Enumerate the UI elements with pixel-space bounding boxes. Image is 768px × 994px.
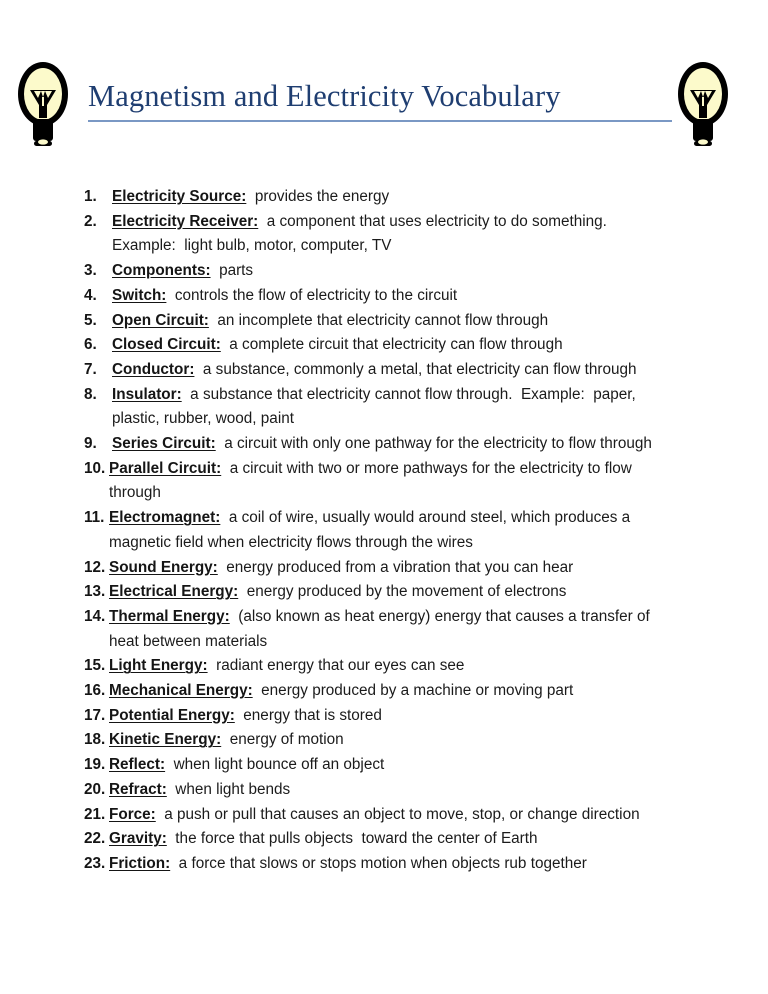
- list-item: [84, 556, 676, 581]
- list-item-number: 21.: [84, 805, 106, 823]
- list-item-body: [112, 185, 676, 210]
- vocabulary-term: Force:: [109, 805, 156, 823]
- list-item-body: [109, 778, 676, 803]
- list-item-number: 8.: [84, 385, 97, 403]
- vocabulary-term: Potential Energy:: [109, 706, 235, 724]
- list-item: [84, 333, 676, 358]
- list-item: [84, 704, 676, 729]
- list-item: [84, 728, 676, 753]
- vocabulary-definition: controls the flow of electricity to the circuit: [166, 286, 458, 304]
- vocabulary-definition: a substance that electricity cannot flow through. Example: paper, plastic, rubber, wood, paint: [112, 385, 640, 428]
- vocabulary-term: Conductor:: [112, 360, 195, 378]
- vocabulary-term: Closed Circuit:: [112, 336, 221, 354]
- lightbulb-icon: [677, 61, 729, 149]
- vocabulary-definition: a coil of wire, usually would around steel, which produces a magnetic field when electricity flows through the wires: [109, 509, 635, 551]
- list-item-number: 14.: [84, 607, 106, 625]
- list-item-number: 9.: [84, 435, 97, 453]
- list-item-number: 22.: [84, 830, 106, 848]
- list-item-body: [112, 259, 676, 284]
- list-item-body: [109, 827, 676, 852]
- vocabulary-term: Electromagnet:: [109, 509, 221, 527]
- list-item-body: [109, 654, 676, 679]
- list-item-body: [112, 210, 676, 259]
- list-item: [84, 432, 676, 457]
- vocabulary-definition: a circuit with only one pathway for the electricity to flow through: [215, 435, 652, 453]
- list-item-number: 4.: [84, 286, 97, 304]
- list-item: [84, 778, 676, 803]
- list-item-number: 1.: [84, 188, 97, 205]
- list-item-number: 10.: [84, 459, 106, 477]
- list-item-number: 12.: [84, 558, 106, 576]
- list-item: [84, 358, 676, 383]
- vocabulary-definition: the force that pulls objects toward the center of Earth: [166, 830, 538, 848]
- list-item-body: [109, 852, 676, 877]
- list-item: [84, 259, 676, 284]
- vocabulary-definition: energy that is stored: [234, 706, 382, 724]
- vocabulary-definition: provides the energy: [246, 188, 390, 205]
- vocabulary-term: Kinetic Energy:: [109, 731, 222, 749]
- list-item-number: 19.: [84, 756, 106, 774]
- vocabulary-term: Insulator:: [112, 385, 182, 403]
- vocabulary-definition: energy produced by the movement of electrons: [238, 583, 567, 601]
- vocabulary-definition: parts: [210, 262, 254, 280]
- vocabulary-definition: a circuit with two or more pathways for the electricity to flow through: [109, 459, 637, 502]
- vocabulary-term: Refract:: [109, 780, 167, 798]
- list-item-body: [112, 309, 676, 334]
- list-item-body: [112, 383, 676, 432]
- vocabulary-term: Series Circuit:: [112, 435, 216, 453]
- lightbulb-icon: [17, 61, 69, 149]
- list-item-body: [109, 679, 676, 704]
- list-item: [84, 679, 676, 704]
- vocabulary-definition: a force that slows or stops motion when objects rub together: [170, 854, 587, 872]
- list-item: [84, 506, 676, 555]
- list-item: [84, 605, 676, 654]
- list-item-number: 6.: [84, 336, 97, 354]
- list-item: [84, 185, 676, 210]
- list-item-number: 17.: [84, 706, 106, 724]
- list-item-body: [112, 358, 676, 383]
- list-item: [84, 210, 676, 259]
- vocabulary-definition: energy produced from a vibration that you can hear: [217, 558, 574, 576]
- list-item-number: 2.: [84, 212, 97, 230]
- list-item-number: 23.: [84, 854, 106, 872]
- list-item-number: 20.: [84, 780, 106, 798]
- list-item-number: 5.: [84, 311, 97, 329]
- vocabulary-term: Thermal Energy:: [109, 607, 230, 625]
- list-item-body: [109, 556, 676, 581]
- list-item: [84, 654, 676, 679]
- list-item-body: [109, 753, 676, 778]
- list-item-number: 3.: [84, 262, 97, 280]
- list-item: [84, 852, 676, 877]
- list-item-number: 18.: [84, 731, 106, 749]
- vocabulary-term: Friction:: [109, 854, 171, 872]
- list-item: [84, 457, 676, 506]
- vocabulary-term: Gravity:: [109, 830, 167, 848]
- vocabulary-definition: a complete circuit that electricity can flow through: [220, 336, 563, 354]
- list-item-number: 16.: [84, 682, 106, 700]
- vocabulary-term: Light Energy:: [109, 657, 208, 675]
- list-item-body: [109, 605, 676, 654]
- list-item: [84, 803, 676, 828]
- list-item: [84, 284, 676, 309]
- list-item: [84, 383, 676, 432]
- list-item: [84, 827, 676, 852]
- list-item-body: [109, 728, 676, 753]
- list-item-body: [109, 704, 676, 729]
- list-item-body: [109, 803, 676, 828]
- vocabulary-definition: a component that uses electricity to do something. Example: light bulb, motor, computer, TV: [112, 212, 616, 255]
- list-item: [84, 580, 676, 605]
- vocabulary-definition: radiant energy that our eyes can see: [207, 657, 465, 675]
- vocabulary-term: Components:: [112, 262, 211, 280]
- title-divider: [88, 120, 672, 122]
- vocabulary-term: Switch:: [112, 286, 167, 304]
- vocabulary-term: Reflect:: [109, 756, 166, 774]
- vocabulary-term: Electricity Source:: [112, 188, 247, 205]
- list-item-number: 13.: [84, 583, 106, 601]
- list-item-body: [109, 506, 676, 555]
- vocabulary-list: [84, 185, 676, 877]
- vocabulary-definition: (also known as heat energy) energy that causes a transfer of heat between materials: [109, 607, 655, 650]
- list-item-body: [112, 284, 676, 309]
- vocabulary-definition: when light bounce off an object: [165, 756, 385, 774]
- page-title: Magnetism and Electricity Vocabulary: [88, 79, 561, 113]
- title-block: [88, 74, 672, 122]
- vocabulary-term: Electrical Energy:: [109, 583, 239, 601]
- list-item: [84, 309, 676, 334]
- document-header: [0, 0, 768, 160]
- list-item-body: [112, 333, 676, 358]
- list-item-number: 7.: [84, 360, 97, 378]
- list-item-number: 15.: [84, 657, 106, 675]
- vocabulary-definition: a substance, commonly a metal, that electricity can flow through: [194, 360, 637, 378]
- vocabulary-term: Mechanical Energy:: [109, 682, 253, 700]
- vocabulary-term: Open Circuit:: [112, 311, 209, 329]
- vocabulary-term: Sound Energy:: [109, 558, 218, 576]
- vocabulary-definition: when light bends: [166, 780, 291, 798]
- vocabulary-definition: energy produced by a machine or moving part: [252, 682, 574, 700]
- list-item-number: 11.: [84, 509, 105, 527]
- vocabulary-term: Electricity Receiver:: [112, 212, 259, 230]
- list-item-body: [109, 580, 676, 605]
- vocabulary-term: Parallel Circuit:: [109, 459, 222, 477]
- list-item-body: [112, 432, 676, 457]
- list-item: [84, 753, 676, 778]
- vocabulary-definition: an incomplete that electricity cannot flow through: [208, 311, 549, 329]
- vocabulary-definition: energy of motion: [221, 731, 344, 749]
- vocabulary-definition: a push or pull that causes an object to move, stop, or change direction: [155, 805, 640, 823]
- list-item-body: [109, 457, 676, 506]
